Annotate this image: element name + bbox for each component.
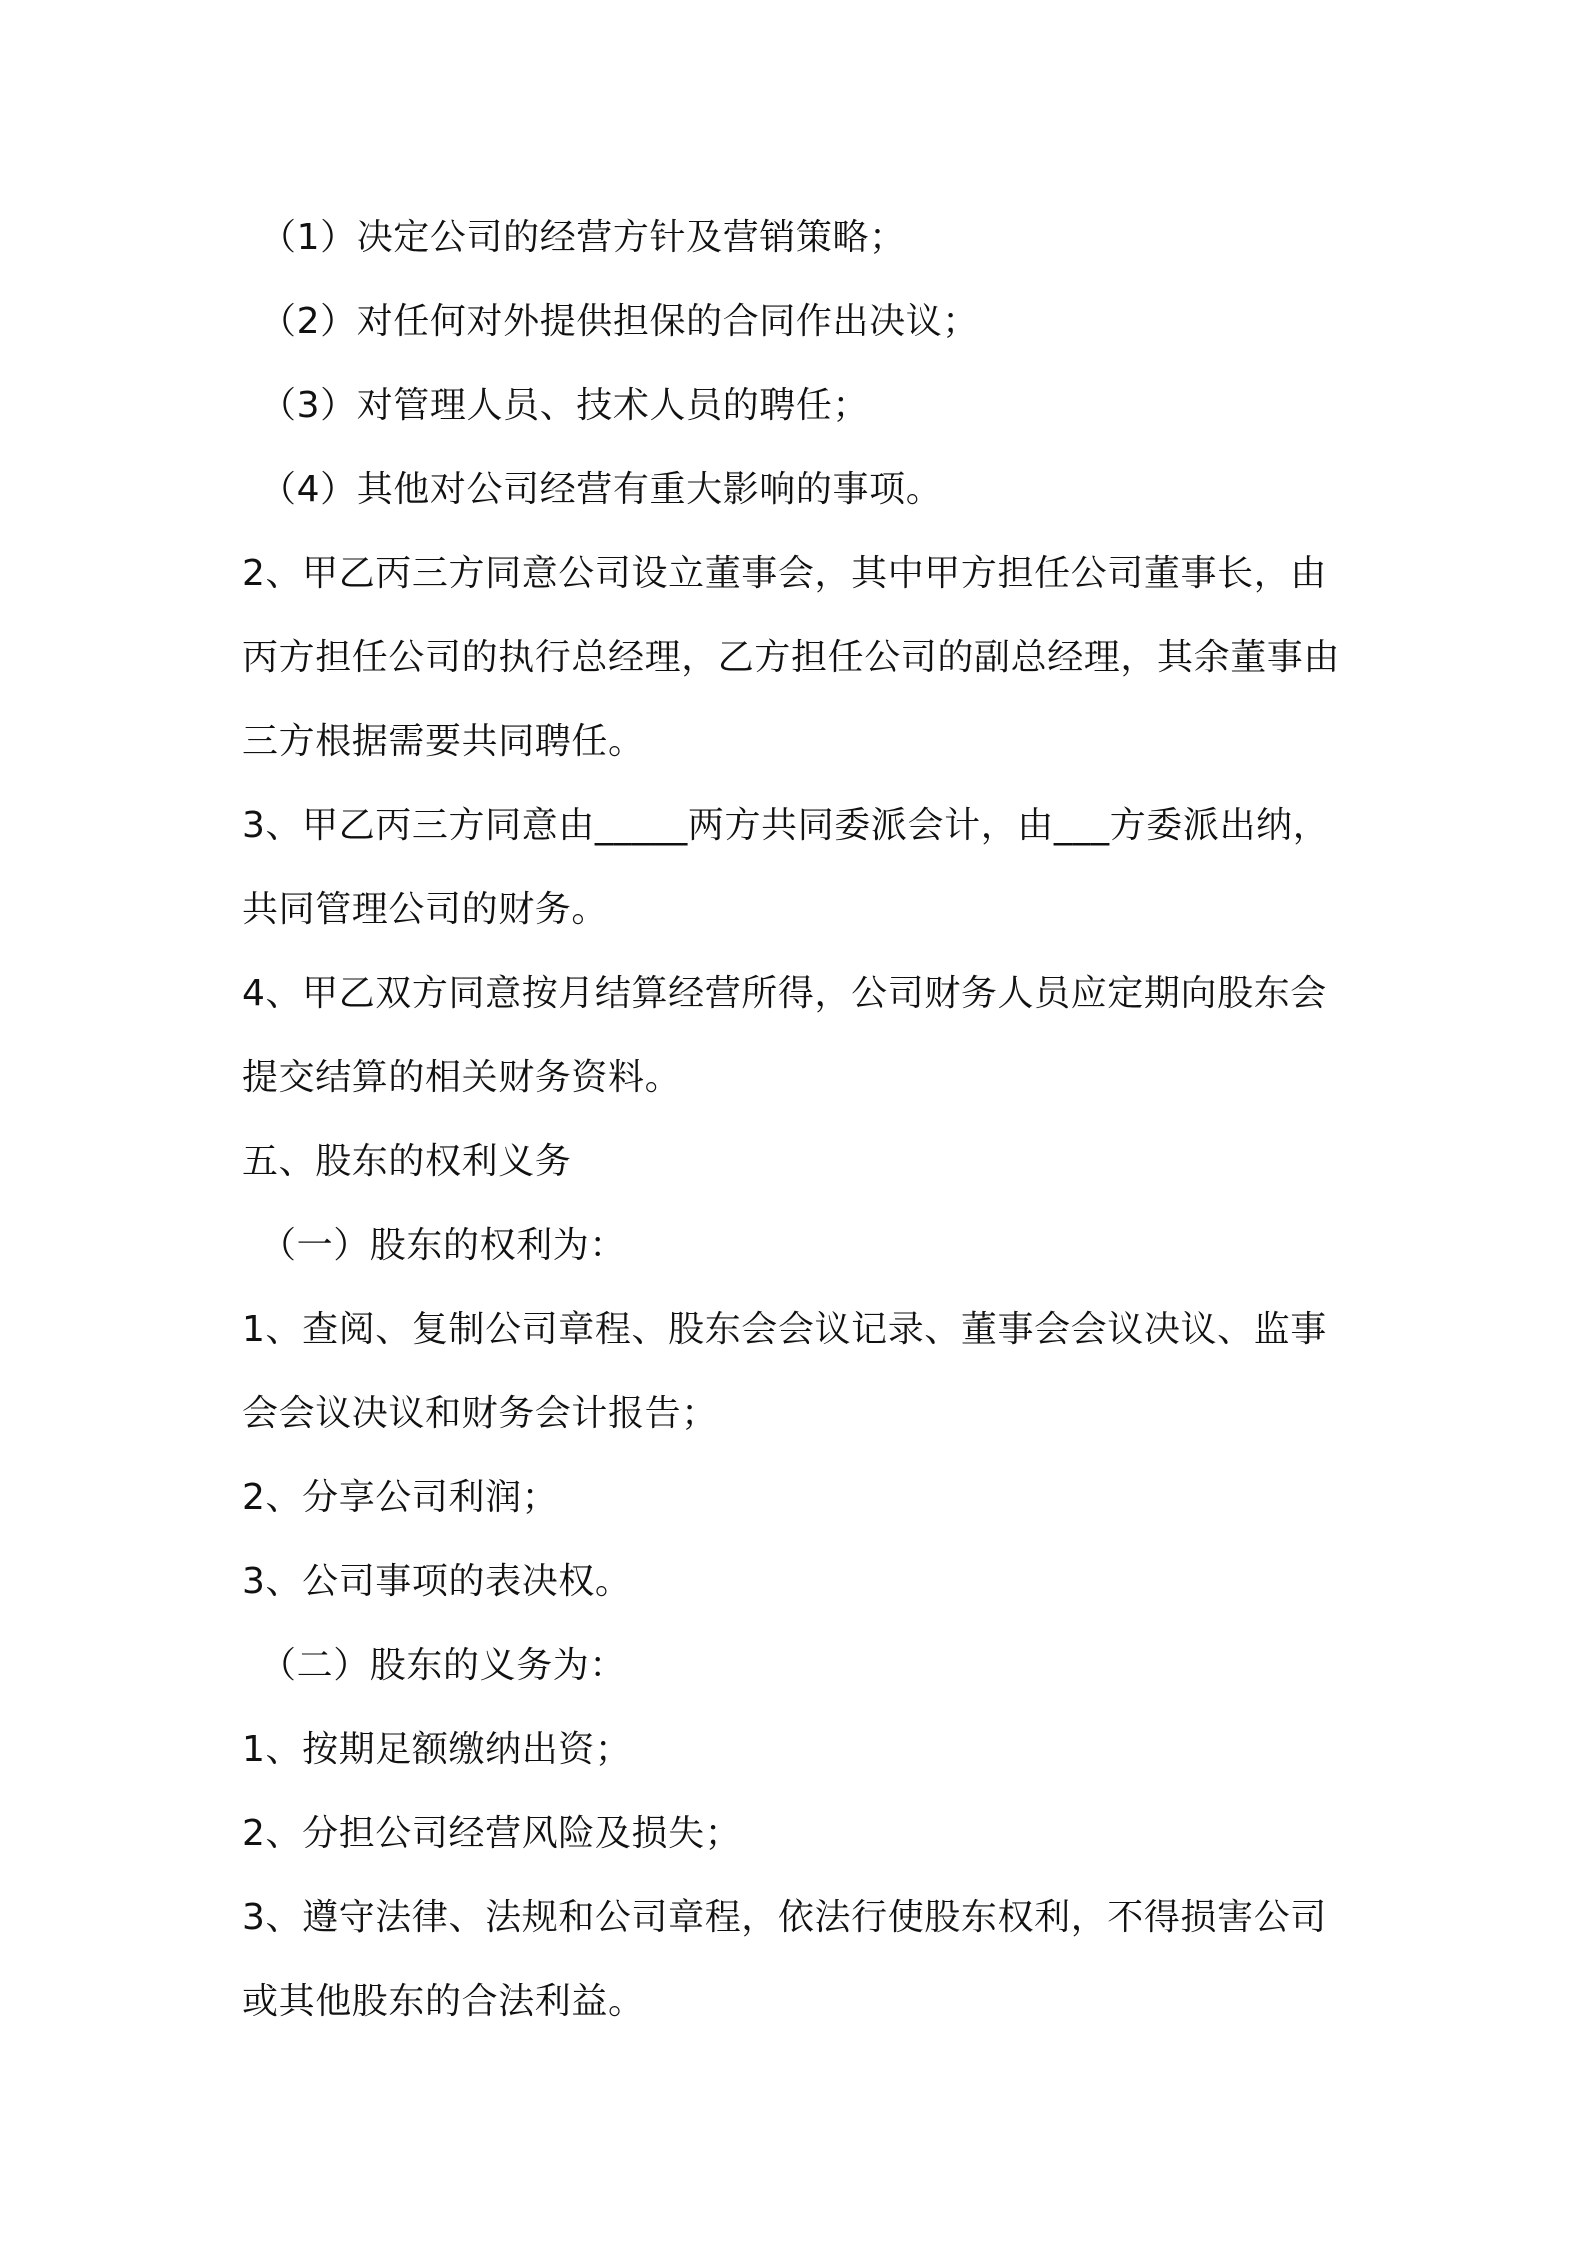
paragraph-4-line-1: 4、甲乙双方同意按月结算经营所得，公司财务人员应定期向股东会 bbox=[242, 973, 1327, 1014]
subheading-obligations: （二）股东的义务为： bbox=[260, 1645, 627, 1686]
clause-item-1: （1）决定公司的经营方针及营销策略； bbox=[260, 217, 906, 258]
paragraph-4-line-2: 提交结算的相关财务资料。 bbox=[242, 1057, 682, 1098]
document-body bbox=[242, 196, 1357, 2044]
clause-item-4: （4）其他对公司经营有重大影响的事项。 bbox=[260, 469, 943, 510]
rights-item-1-line-1: 1、查阅、复制公司章程、股东会会议记录、董事会会议决议、监事 bbox=[242, 1309, 1327, 1350]
section-heading-5: 五、股东的权利义务 bbox=[242, 1141, 572, 1182]
paragraph-2-line-1: 2、甲乙丙三方同意公司设立董事会，其中甲方担任公司董事长，由 bbox=[242, 553, 1327, 594]
paragraph-2-line-3: 三方根据需要共同聘任。 bbox=[242, 721, 645, 762]
rights-item-1-line-2: 会会议决议和财务会计报告； bbox=[242, 1393, 718, 1434]
paragraph-3-line-2: 共同管理公司的财务。 bbox=[242, 889, 609, 930]
subheading-rights: （一）股东的权利为： bbox=[260, 1225, 627, 1266]
obligations-item-2: 2、分担公司经营风险及损失； bbox=[242, 1813, 742, 1854]
rights-item-3: 3、公司事项的表决权。 bbox=[242, 1561, 632, 1602]
obligations-item-1: 1、按期足额缴纳出资； bbox=[242, 1729, 632, 1770]
paragraph-2-line-2: 丙方担任公司的执行总经理，乙方担任公司的副总经理，其余董事由 bbox=[242, 637, 1341, 678]
clause-item-2: （2）对任何对外提供担保的合同作出决议； bbox=[260, 301, 979, 342]
paragraph-3-line-1: 3、甲乙丙三方同意由_____两方共同委派会计，由___方委派出纳， bbox=[242, 805, 1330, 846]
obligations-item-3-line-2: 或其他股东的合法利益。 bbox=[242, 1981, 645, 2022]
clause-item-3: （3）对管理人员、技术人员的聘任； bbox=[260, 385, 870, 426]
obligations-item-3-line-1: 3、遵守法律、法规和公司章程，依法行使股东权利，不得损害公司 bbox=[242, 1897, 1327, 1938]
rights-item-2: 2、分享公司利润； bbox=[242, 1477, 559, 1518]
